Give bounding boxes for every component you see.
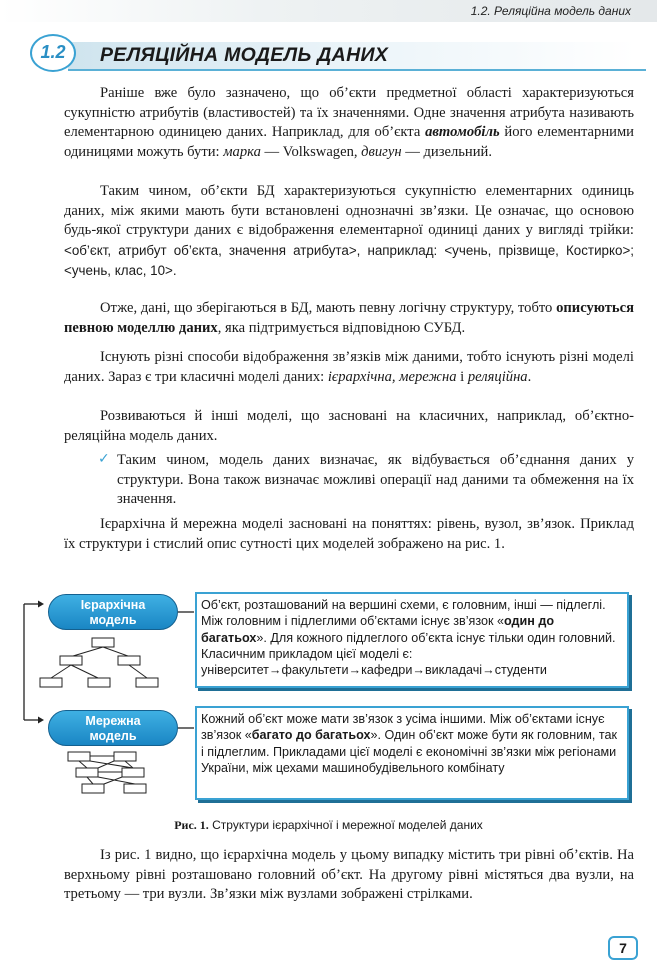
text-run: Отже, дані, що зберігаються в БД, мають певну логічну структуру, тобто bbox=[100, 300, 557, 316]
text-run: , яка підтримується відповідною СУБД. bbox=[217, 319, 466, 336]
text-run: Об’єкт, розташований на вершині схеми, є головним, інші — підлеглі. Між головним і підлеглими об’єктами існує зв’язок « bbox=[201, 598, 606, 629]
pill-line: модель bbox=[89, 612, 137, 627]
running-header bbox=[0, 0, 657, 22]
paragraph-4 bbox=[64, 348, 634, 387]
text-run: Існують різні способи відображення зв’язків між даними, тобто існують різні моделі даних. Зараз є три класичні моделі даних: bbox=[64, 349, 634, 385]
key-point bbox=[98, 451, 634, 510]
text-run: його елементарними одиницями можуть бути: bbox=[64, 124, 634, 160]
pill-line: Ієрархічна bbox=[80, 598, 146, 612]
figure-caption bbox=[0, 818, 657, 833]
network-model-label bbox=[48, 710, 178, 746]
network-model-description bbox=[195, 706, 629, 800]
text-run: Кожний об’єкт може мати зв’язок з усіма іншими. Між об’єктами існує зв’язок « bbox=[201, 712, 605, 743]
text-run: описуються певною моделлю даних bbox=[64, 300, 634, 336]
text-run: . bbox=[527, 368, 532, 385]
text-run: ієрархічна, мережна bbox=[327, 368, 457, 385]
text-run: Раніше вже було зазначено, що об’єкти предметної області характеризуються сукупністю атрибутів (властивостей) та їх значеннями. Одне значення атрибута називають елементарною одиницею даних. Наприклад, для об’єкта bbox=[64, 85, 634, 140]
checkmark-icon: ✓ bbox=[98, 451, 110, 467]
pill-line: Мережна bbox=[85, 714, 141, 728]
pill-line: модель bbox=[89, 728, 137, 743]
page-number: 7 bbox=[608, 936, 638, 960]
text-run: ». Для кожного підлеглого об’єкта існує тільки один головний. Класичним прикладом цієї моделі є: університет→факультети→кафедри→викладачі→студенти bbox=[201, 630, 616, 678]
text-run: багато до багатьох bbox=[251, 728, 371, 743]
text-run: <об’єкт, атрибут об’єкта, значення атрибута>, наприклад: <учень, прізвище, Костирко>; <учень, клас, 10>. bbox=[64, 242, 634, 278]
hierarchy-tree-icon bbox=[40, 638, 158, 687]
text-run: марка bbox=[223, 143, 261, 160]
paragraph-5: Розвиваються й інші моделі, що засновані на класичних, наприклад, об’єктно-реляційна модель даних. bbox=[64, 408, 634, 444]
caption-text: Структури ієрархічної і мережної моделей даних bbox=[208, 818, 483, 832]
text-run: ». Один об’єкт може бути як головним, так і підлеглим. Прикладами цієї моделі є економічні зв’язки між регіонами України, між цехами машинобудівельного комбінату bbox=[201, 728, 618, 775]
text-run: — Volkswagen, bbox=[260, 143, 362, 160]
figure-1 bbox=[18, 590, 633, 802]
section-number-badge: 1.2 bbox=[30, 34, 76, 72]
text-run: один до багатьох bbox=[201, 614, 555, 645]
text-run: — дизельний. bbox=[401, 143, 492, 160]
text-run: двигун bbox=[361, 143, 402, 160]
paragraph-6: Ієрархічна й мережна моделі засновані на поняттях: рівень, вузол, зв’язок. Приклад їх структури і стислий опис сутності цих моделей зображено на рис. 1. bbox=[64, 516, 634, 552]
section-title: РЕЛЯЦІЙНА МОДЕЛЬ ДАНИХ bbox=[100, 44, 389, 66]
section-heading bbox=[16, 34, 628, 78]
paragraph-1 bbox=[64, 84, 634, 162]
text-run: автомобіль bbox=[425, 124, 500, 140]
hierarchical-model-description bbox=[195, 592, 629, 688]
paragraph-2 bbox=[64, 182, 634, 282]
running-head-title: 1.2. Реляційна модель даних bbox=[470, 4, 631, 18]
title-underline bbox=[68, 69, 646, 71]
network-graph-icon bbox=[68, 752, 146, 793]
text-run: Таким чином, об’єкти БД характеризуються сукупністю елементарних одиниць даних, між якими мають бути встановлені однозначні зв’язки. Це означає, що основою будь-якої структури даних є відображення елементарної одиниці даних у вигляді трійки: bbox=[64, 183, 634, 238]
text-run: реляційна bbox=[467, 368, 528, 385]
text-run: і bbox=[456, 368, 468, 385]
key-point-text: Таким чином, модель даних визначає, як відбувається об’єднання даних у структури. Вона також визначає можливі операції над даними та обмеження на їх значення. bbox=[117, 452, 634, 507]
paragraph-3 bbox=[64, 299, 634, 338]
caption-number: Рис. 1. bbox=[174, 818, 209, 832]
hierarchical-model-label bbox=[48, 594, 178, 630]
paragraph-7: Із рис. 1 видно, що ієрархічна модель у цьому випадку містить три рівні об’єктів. На верхньому рівні розташовано головний об’єкт. На другому рівні містяться два вузли, на третьому — три вузли. Зв’язки між вузлами зображені стрілками. bbox=[64, 847, 634, 902]
